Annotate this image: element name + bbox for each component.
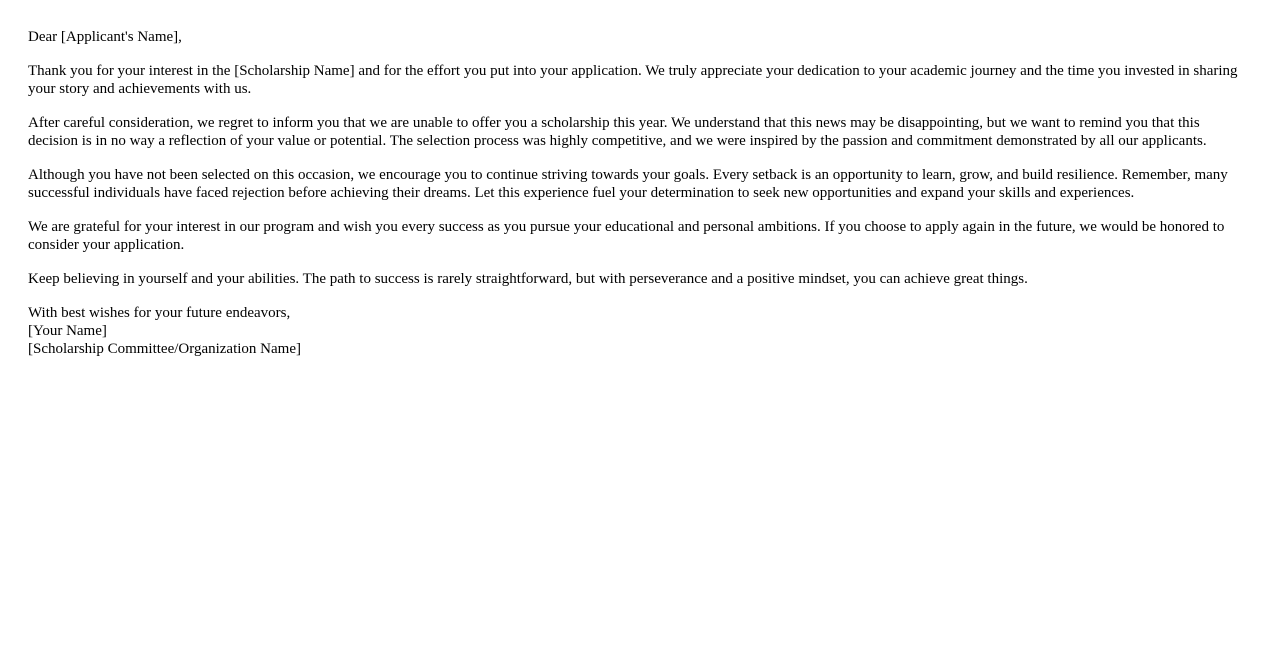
paragraph-gratitude: We are grateful for your interest in our program and wish you every success as you pursue your educational and personal ambitions. If you choose to apply again in the future, we would be honored to consider your application. xyxy=(28,219,1225,253)
sign-off: With best wishes for your future endeavors, xyxy=(28,305,291,321)
paragraph-thanks: Thank you for your interest in the [Scholarship Name] and for the effort you put into your application. We truly appreciate your dedication to your academic journey and the time you invested in sharing your story and achievements with us. xyxy=(28,63,1238,97)
closing-block xyxy=(28,304,1250,358)
salutation: Dear [Applicant's Name], xyxy=(28,29,182,45)
paragraph-encouragement: Although you have not been selected on this occasion, we encourage you to continue striving towards your goals. Every setback is an opportunity to learn, grow, and build resilience. Remember, many successful individuals have faced rejection before achieving their dreams. Let this experience fuel your determination to seek new opportunities and expand your skills and experiences. xyxy=(28,167,1228,201)
signer-name: [Your Name] xyxy=(28,323,107,339)
paragraph-decision: After careful consideration, we regret to inform you that we are unable to offer you a scholarship this year. We understand that this news may be disappointing, but we want to remind you that this decision is in no way a reflection of your value or potential. The selection process was highly competitive, and we were inspired by the passion and commitment demonstrated by all our applicants. xyxy=(28,115,1207,149)
signer-organization: [Scholarship Committee/Organization Name] xyxy=(28,341,301,357)
letter-body xyxy=(28,28,1250,358)
paragraph-motivation: Keep believing in yourself and your abilities. The path to success is rarely straightforward, but with perseverance and a positive mindset, you can achieve great things. xyxy=(28,271,1028,287)
